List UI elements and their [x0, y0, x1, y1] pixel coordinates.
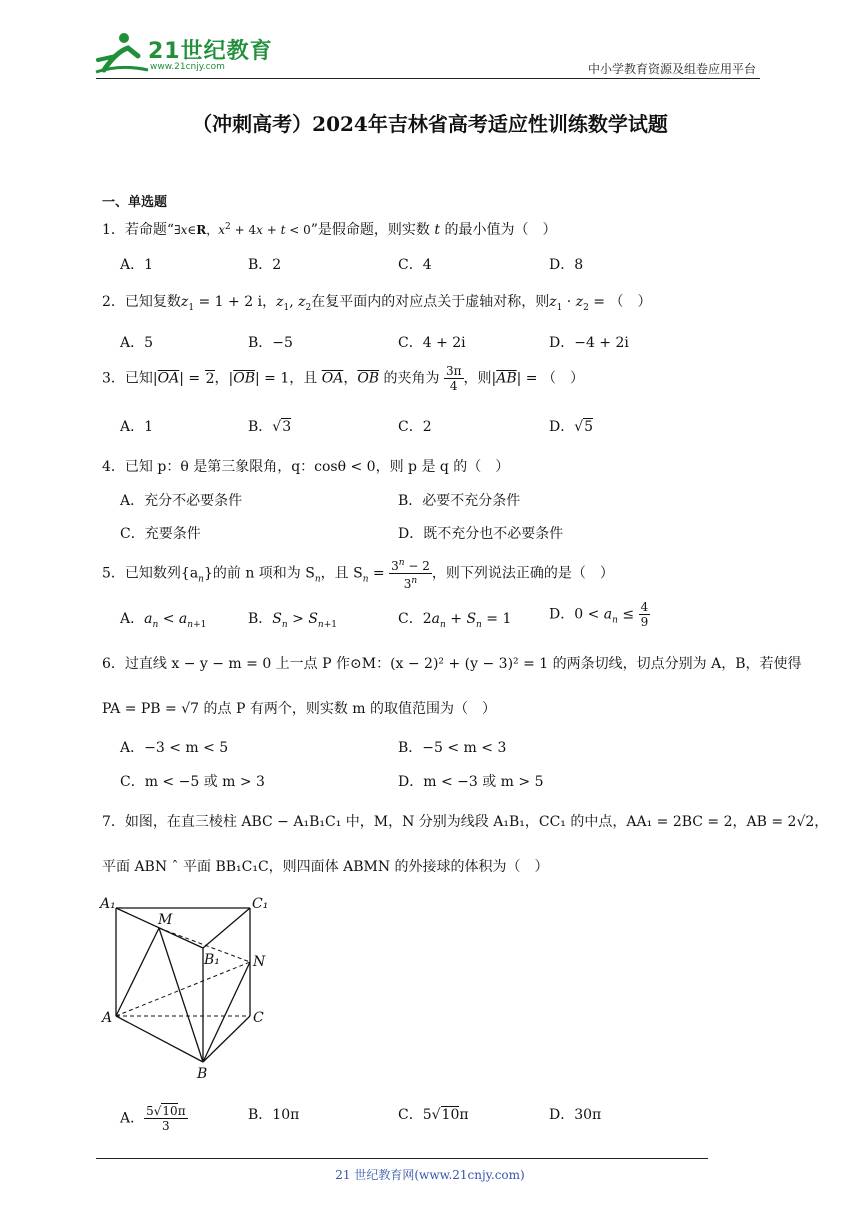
q4-option-a[interactable]: A．充分不必要条件: [120, 493, 243, 509]
q6-option-a[interactable]: A．−3 < m < 5: [120, 740, 229, 756]
q6-option-b[interactable]: B．−5 < m < 3: [398, 740, 507, 756]
page-title: （冲刺高考）2024年吉林省高考适应性训练数学试题: [192, 112, 668, 136]
question-1: 1．若命题“∃x∈R，$x^2 + 4x + t < 0$”是假命题，则实数 t 的最小值为（ ）: [102, 222, 557, 238]
question-3: 3．已知$|\overline{OA}| = 2$，$|\overline{OB}| = 1$，且 $\overline{OA}$，$\overline{OB}$ 的夹角为 $\frac{3\pi}{4}$ ，则$|\overline{AB}|$ = （ ）: [102, 364, 584, 393]
label-b1: B₁: [204, 952, 220, 968]
label-b: B: [197, 1066, 208, 1082]
edge-c-b: [203, 1016, 250, 1062]
question-4: 4．已知 p：θ 是第三象限角，q：cosθ < 0，则 p 是 q 的（ ）: [102, 459, 510, 475]
q4-option-d[interactable]: D．既不充分也不必要条件: [398, 526, 564, 542]
q6-option-d[interactable]: D．m < −3 或 m > 5: [398, 774, 544, 790]
question-7-line-2: 平面 ABN ˆ 平面 BB₁C₁C，则四面体 ABMN 的外接球的体积为（ ）: [102, 859, 549, 875]
section-heading: 一、单选题: [102, 195, 168, 210]
brand-url: www.21cnjy.com: [150, 62, 225, 72]
q1-option-b[interactable]: B．2: [248, 257, 282, 273]
q1-option-c[interactable]: C．4: [398, 257, 432, 273]
q7-option-a[interactable]: A． $\frac{5√10\pi}{3}$: [120, 1104, 186, 1133]
q2-option-a[interactable]: A．5: [120, 335, 154, 351]
q2-option-d[interactable]: D．−4 + 2i: [549, 335, 629, 351]
q2-option-c[interactable]: C．4 + 2i: [398, 335, 466, 351]
edge-c1-b1: [203, 908, 250, 948]
q1-option-a[interactable]: A．1: [120, 257, 154, 273]
q5-option-b[interactable]: B．$S_n > S_{n+1}$: [248, 611, 337, 630]
q7-option-c[interactable]: C．5√10π: [398, 1107, 469, 1123]
label-c1: C₁: [252, 896, 269, 912]
q7-option-d[interactable]: D．30π: [549, 1107, 602, 1123]
label-n: N: [253, 954, 266, 970]
question-6-line-2: PA = PB = √7 的点 P 有两个，则实数 m 的取值范围为（ ）: [102, 701, 496, 717]
q3-option-a[interactable]: A．1: [120, 419, 154, 435]
footer-link[interactable]: 21 世纪教育网(www.21cnjy.com): [335, 1168, 525, 1182]
q5-option-d[interactable]: D．$0 < a_n$ ≤ $\frac{4}{9}$: [549, 600, 649, 629]
question-2: 2．已知复数$z_1 = 1 + 2$ i，$z_1$, $z_2$在复平面内的对应点关于虚轴对称，则$z_1 \cdot z_2$ = （ ）: [102, 294, 652, 313]
question-7-line-1: 7．如图，在直三棱柱 ABC − A₁B₁C₁ 中，M，N 分别为线段 A₁B₁，CC₁ 的中点，AA₁ = 2BC = 2，AB = 2√2，: [102, 814, 829, 830]
q4-option-b[interactable]: B．必要不充分条件: [398, 493, 521, 509]
q3-option-c[interactable]: C．2: [398, 419, 432, 435]
label-a: A: [102, 1010, 113, 1026]
label-a1: A₁: [100, 896, 116, 912]
q3-option-d[interactable]: D．√5: [549, 419, 594, 435]
footer-divider: [96, 1158, 708, 1159]
q4-option-c[interactable]: C．充要条件: [120, 526, 201, 542]
question-5: 5．已知数列$\{a_n\}$的前 n 项和为 $S_n$，且 $S_n$ = $\frac{3^n - 2}{3^n}$ ，则下列说法正确的是（ ）: [102, 558, 614, 591]
label-m: M: [158, 912, 173, 928]
edge-a-n-hidden: [116, 962, 250, 1016]
q7-option-b[interactable]: B．10π: [248, 1107, 300, 1123]
edge-m-a: [116, 928, 159, 1016]
q1-option-d[interactable]: D．8: [549, 257, 584, 273]
prism-figure: [96, 890, 286, 1082]
header-divider: [96, 78, 760, 79]
runner-logo-icon: [94, 30, 150, 74]
q3-option-b[interactable]: B．√3: [248, 419, 292, 435]
edge-n-b: [203, 962, 250, 1062]
question-6-line-1: 6．过直线 x − y − m = 0 上一点 P 作⊙M：(x − 2)² + (y − 3)² = 1 的两条切线，切点分别为 A，B，若使得: [102, 656, 802, 672]
q5-option-a[interactable]: A．$a_n < a_{n+1}$: [120, 611, 207, 630]
q2-option-b[interactable]: B．−5: [248, 335, 293, 351]
label-c: C: [253, 1010, 264, 1026]
q6-option-c[interactable]: C．m < −5 或 m > 3: [120, 774, 265, 790]
platform-label: 中小学教育资源及组卷应用平台: [587, 62, 756, 76]
brand-name: 21世纪教育: [148, 39, 273, 64]
q5-option-c[interactable]: C．$2a_n + S_n = 1$: [398, 611, 512, 630]
